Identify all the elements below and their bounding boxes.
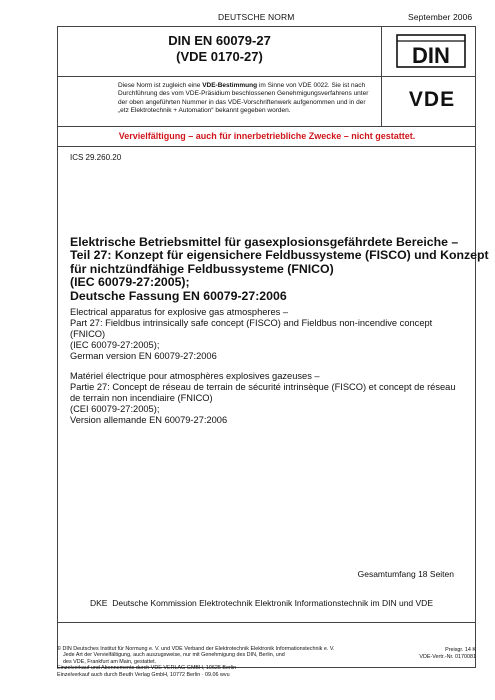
ics-code: ICS 29.260.20: [70, 153, 122, 162]
din-logo-text: DIN: [412, 43, 450, 68]
price-block: [400, 647, 476, 660]
title-german: Elektrische Betriebsmittel für gasexplosionsgefährdete Bereiche – Teil 27: Konzept für eigensichere Feldbussysteme (FISCO) und Konzept für nichtzündfähige Feldbussysteme (FNICO) (IEC 60079-27:2005); Deutsche Fassung EN 60079-27:2006: [70, 235, 489, 303]
title-french: Matériel électrique pour atmosphères explosives gazeuses – Partie 27: Concept de réseau de terrain de sécurité intrinsèque (FISCO) et concept de réseau de terrain non incendiaire (FNICO) (CEI 60079-27:2005); Version allemande EN 60079-27:2006: [70, 371, 456, 425]
id-divider: [57, 76, 381, 77]
note-divider: [57, 126, 476, 127]
logo-divider: [382, 76, 476, 77]
vde-logo: [392, 86, 472, 110]
copyright-block: © DIN Deutsches Institut für Normung e. V. und VDE Verband der Elektrotechnik Elektronik Informationstechnik e. V. Jede Art der Vervielfältigung, auch auszugsweise, nur mit Genehmigung des DIN, Berlin, und des VDE, Frankfurt am Main, gestattet. Einzelverkauf und Abonnements durch VDE VERLAG GMBH, 10625 Berlin Einzelverkauf auch durch Beuth Verlag GmbH, 10772 Berlin · 09.06 wvu: [57, 646, 335, 678]
dke-line: DKE Deutsche Kommission Elektrotechnik Elektronik Informationstechnik im DIN und VDE: [90, 598, 433, 608]
issue-date: September 2006: [408, 12, 473, 22]
total-pages: Gesamtumfang 18 Seiten: [357, 569, 454, 579]
footer-divider: [57, 622, 476, 623]
din-number: DIN EN 60079-27: [168, 33, 271, 48]
vde-number: (VDE 0170-27): [176, 49, 263, 64]
reproduction-notice: Vervielfältigung – auch für innerbetriebliche Zwecke – nicht gestattet.: [118, 131, 416, 141]
price-group: Preisgr. 14 K: [445, 647, 476, 653]
order-number: VDE-Vertr.-Nr. 0170081: [419, 653, 476, 660]
title-english: Electrical apparatus for explosive gas atmospheres – Part 27: Fieldbus intrinsically safe concept (FISCO) and Fieldbus non-incendive concept (FNICO) (IEC 60079-27:2005); German version EN 60079-27:2006: [70, 307, 433, 361]
din-logo: [396, 34, 466, 68]
notice-divider: [57, 146, 476, 147]
norm-label: DEUTSCHE NORM: [218, 12, 295, 22]
vde-regulation-note: Diese Norm ist zugleich eine VDE-Bestimmung im Sinne von VDE 0022. Sie ist nach Durchführung des vom VDE-Präsidium beschlossenen Genehmigungsverfahrens unter der oben angeführten Nummer in das VDE-Vorschriftenwerk aufgenommen und in der „etz Elektrotechnik + Automation“ bekannt gegeben worden.: [118, 82, 369, 114]
vde-logo-text: VDE: [408, 88, 456, 110]
